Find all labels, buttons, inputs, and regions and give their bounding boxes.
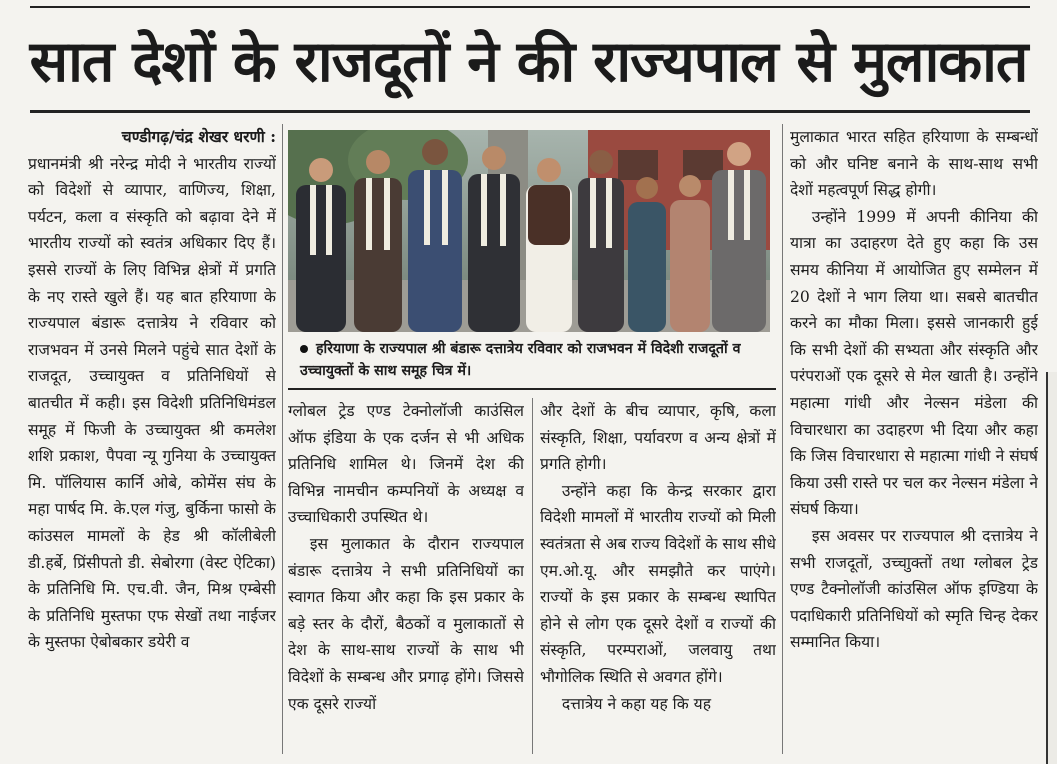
paragraph: दत्तात्रेय ने कहा यह कि यह — [561, 694, 711, 713]
paragraph: ग्लोबल ट्रेड एण्ड टेक्नोलॉजी काउंसिल ऑफ इंडिया के एक दर्जन से भी अधिक प्रतिनिधि शामिल थे। जिनमें देश की विभिन्न नामचीन कम्पनियों के अध्यक्ष व उच्चाधिकारी उपस्थित थे। — [288, 402, 524, 527]
photo-caption — [300, 338, 770, 382]
group-photo — [288, 130, 770, 332]
adjacent-page-edge — [1046, 372, 1057, 764]
article-column-4 — [790, 124, 1038, 754]
top-rule — [30, 6, 1030, 8]
article-column-3 — [540, 398, 776, 754]
column-divider — [532, 398, 533, 754]
headline-rule — [30, 110, 1030, 113]
paragraph: इस अवसर पर राज्यपाल श्री दत्तात्रेय ने सभी राजदूतों, उच्चाुक्तों तथा ग्लोबल ट्रेड एण्ड टैक्नोलॉजी कांउसिल ऑफ इण्डिया के पदाधिकारी प्रतिनिधियों को स्मृति चिन्ह देकर सम्मानित किया। — [790, 526, 1038, 652]
headline: सात देशों के राजदूतों ने की राज्यपाल से मुलाकात — [29, 29, 1028, 95]
bullet-icon — [300, 345, 308, 353]
paragraph: इस मुलाकात के दौरान राज्यपाल बंडारू दत्तात्रेय ने सभी प्रतिनिधियों का स्वागत किया और कहा कि इस प्रकार के बड़े स्तर के दौरों, बैठकों व मुलाकातों से देश के साथ-साथ राज्यों के साथ भी विदेशों के सम्बन्ध और प्रगाढ़ होंगे। जिससे एक दूसरे राज्यों — [288, 534, 524, 713]
column-divider — [282, 124, 283, 754]
caption-rule — [288, 388, 776, 390]
paragraph: उन्होंने कहा कि केन्द्र सरकार द्वारा विदेशी मामलों में भारतीय राज्यों को मिली स्वतंत्रता से अब राज्य विदेशों के साथ सीधे एम.ओ.यू. और समझौते कर पाएंगे। राज्यों के इस प्रकार के सम्बन्ध स्थापित होने से लोग एक दूसरे देशों व राज्यों की संस्कृति, परम्पराओं, जलवायु तथा भौगोलिक स्थिति से अवगत होंगे। — [540, 481, 776, 686]
paragraph: मुलाकात भारत सहित हरियाणा के सम्बन्धों को और घनिष्ट बनाने के साथ-साथ सभी देशों महत्वपूर्ण सिद्ध होगी। — [790, 128, 1038, 200]
article-column-1 — [28, 124, 276, 754]
column-divider — [782, 124, 783, 754]
article-column-2 — [288, 398, 524, 754]
paragraph: प्रधानमंत्री श्री नरेन्द्र मोदी ने भारतीय राज्यों को विदेशों से व्यापार, वाणिज्य, शिक्षा, पर्यटन, कला व संस्कृति को बढ़ावा देने में भारतीय राज्यों को स्वतंत्र अधिकार दिए हैं। इससे राज्यों के लिए विभिन्न क्षेत्रों में प्रगति के नए रास्ते खुले हैं। यह बात हरियाणा के राज्यपाल बंडारू दत्तात्रेय ने रविवार को राजभवन में उनसे मिलने पहुंचे सात देशों के राजदूत, उच्चायुक्त व प्रतिनिधियों से बातचीत में कही। इस विदेशी प्रतिनिधिमंडल समूह में फिजी के उच्चायुक्त श्री कमलेश शशि प्रकाश, पैपवा न्यू गुनिया के उच्चायुक्त मि. पॉलियास कार्नि ओबे, कोमेंस संघ के महा पार्षद मि. के.एल गंजु, बुर्किना फासो के कांउसल मामलों के हेड श्री कॉलीबेली डी.हर्बे, प्रिंसीपतो डी. सेबोरगा (वेस्ट ऐटिका) के प्रतिनिधि मि. एच.वी. जैन, मिश्र एम्बेसी के प्रतिनिधि मुस्तफा एफ सेखों तथा नाईजर के मुस्तफा ऐबोबकार डयेरी व — [28, 154, 276, 652]
paragraph: उन्होंने 1999 में अपनी कीनिया की यात्रा का उदाहरण देते हुए कहा कि उस समय कीनिया में आयोजित हुए सम्मेलन में 20 देशों ने भाग लिया था। सबसे बातचीत करने का मौका मिला। इससे जानकारी हुई कि सभी देशों की सभ्यता और संस्कृति और परंपराओं एक दूसरे से मेल खाती है। उन्होंने महात्मा गांधी और नेल्सन मंडेला की विचारधारा का उदाहरण भी दिया और कहा कि जिस विचारधारा से महात्मा गांधी ने संघर्ष किया उसी रास्ते पर चल कर नेल्सन मंडेला ने संघर्ष किया। — [790, 207, 1038, 519]
byline: चण्डीगढ़/चंद्र शेखर धरणी : — [121, 127, 276, 146]
caption-text: हरियाणा के राज्यपाल श्री बंडारू दत्तात्रेय रविवार को राजभवन में विदेशी राजदूतों व उच्चायुक्तों के साथ समूह चित्र में। — [300, 341, 741, 379]
paragraph: और देशों के बीच व्यापार, कृषि, कला संस्कृति, शिक्षा, पर्यावरण व अन्य क्षेत्रों में प्रगति होगी। — [540, 402, 776, 474]
